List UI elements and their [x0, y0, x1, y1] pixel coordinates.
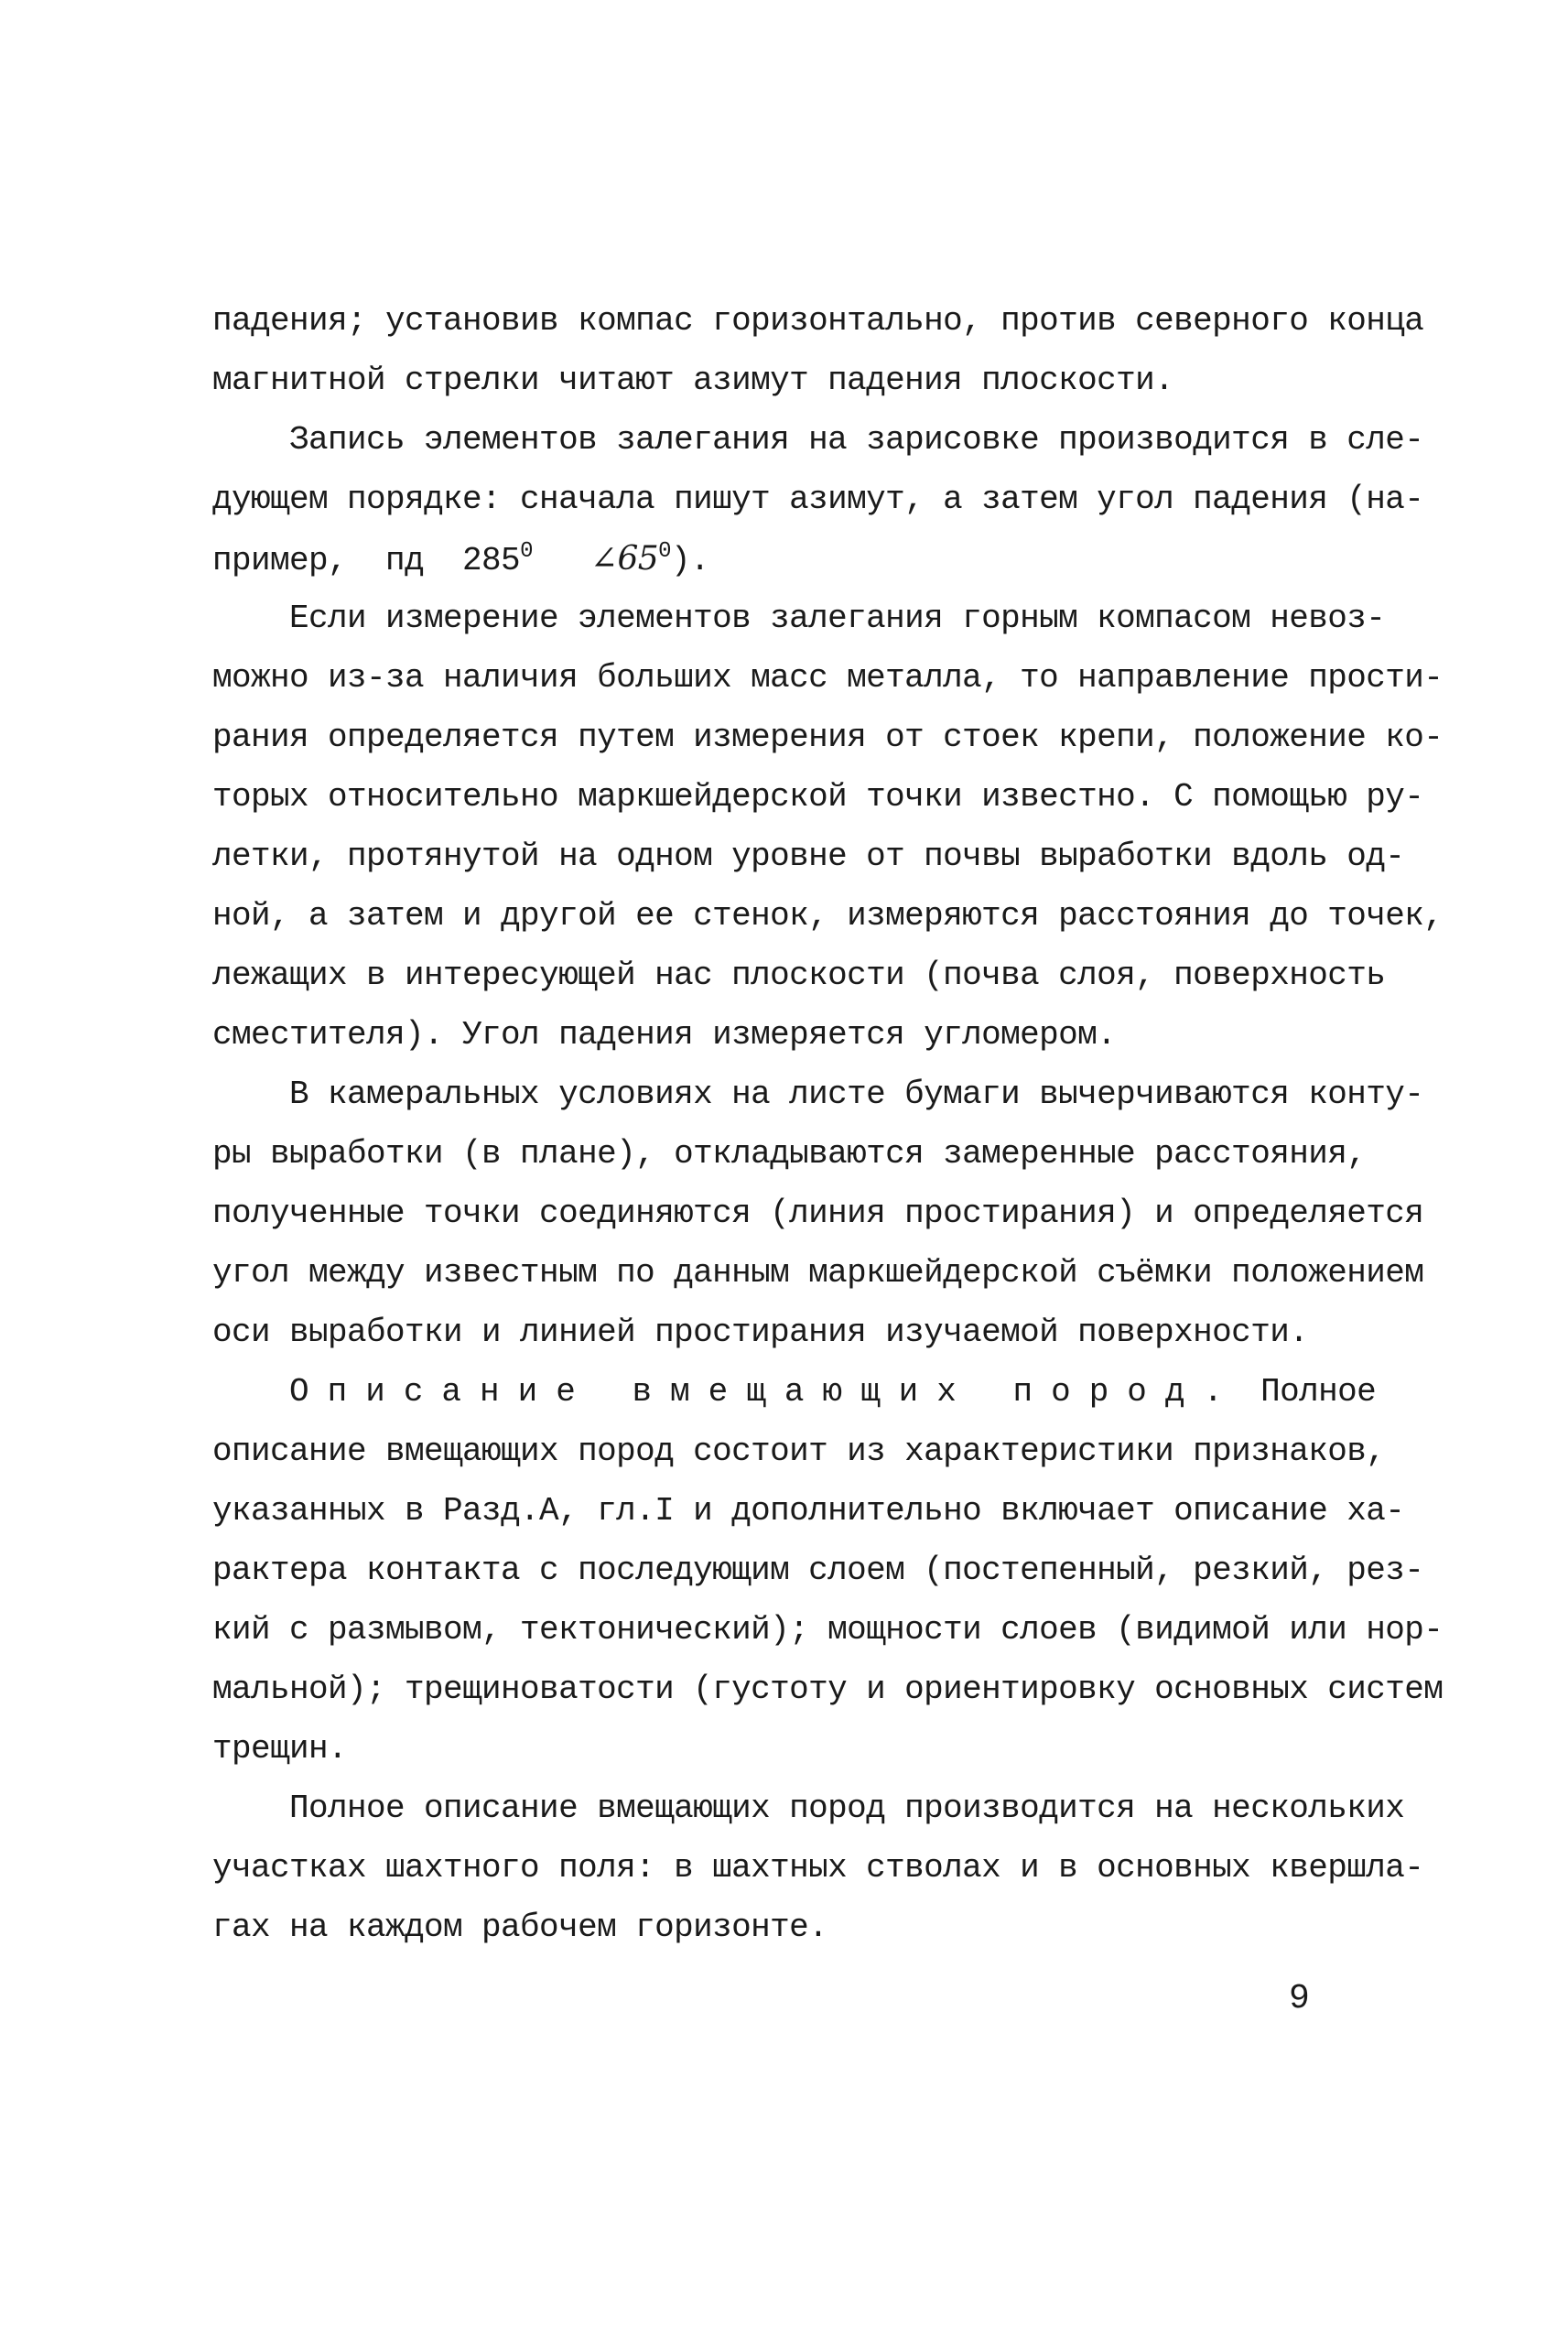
text-line: Если измерение элементов залегания горным компасом невоз-: [212, 600, 1386, 637]
heading-continuation: Полное: [1241, 1373, 1377, 1411]
text-line: рактера контакта с последующим слоем (постепенный, резкий, рез-: [212, 1552, 1424, 1589]
degree-mark: 0: [520, 539, 533, 564]
page-number: 9: [1289, 1979, 1310, 2018]
text-line: оси выработки и линией простирания изучаемой поверхности.: [212, 1314, 1309, 1351]
text-line: указанных в Разд.А, гл.I и дополнительно включает описание ха-: [212, 1492, 1405, 1530]
text-line: трещин.: [212, 1730, 348, 1768]
text-line: полученные точки соединяются (линия простирания) и определяется: [212, 1195, 1424, 1232]
body-text: [212, 291, 1444, 1957]
text-line: магнитной стрелки читают азимут падения плоскости.: [212, 362, 1174, 399]
text-line: торых относительно маркшейдерской точки известно. С помощью ру-: [212, 778, 1424, 816]
text-line: Полное описание вмещающих пород производится на нескольких: [212, 1790, 1405, 1827]
section-heading-line: [212, 1362, 1402, 1422]
text-line: летки, протянутой на одном уровне от почвы выработки вдоль од-: [212, 838, 1405, 875]
degree-mark: 0: [658, 539, 671, 564]
text-line: кий с размывом, тектонический); мощности слоев (видимой или нор-: [212, 1611, 1444, 1649]
text-line: дующем порядке: сначала пишут азимут, а затем угол падения (на-: [212, 481, 1424, 518]
angle-value: ∠65: [589, 540, 659, 578]
text-line: ры выработки (в плане), откладываются замеренные расстояния,: [212, 1135, 1367, 1173]
text-line: можно из-за наличия больших масс металла, то направление прости-: [212, 659, 1444, 697]
text-line: мальной); трещиноватости (густоту и ориентировку основных систем: [212, 1671, 1444, 1708]
text-line: рания определяется путем измерения от стоек крепи, положение ко-: [212, 719, 1444, 756]
text-line: лежащих в интересующей нас плоскости (почва слоя, поверхность: [212, 957, 1386, 994]
text-line: описание вмещающих пород состоит из характеристики признаков,: [212, 1433, 1386, 1470]
text-line: гах на каждом рабочем горизонте.: [212, 1909, 828, 1946]
text-line: ной, а затем и другой ее стенок, измеряются расстояния до точек,: [212, 897, 1444, 935]
example-line: [212, 529, 1402, 589]
section-heading: Описание вмещающих пород.: [289, 1373, 1242, 1411]
text-line: Запись элементов залегания на зарисовке производится в сле-: [212, 421, 1424, 459]
example-prefix: пример, пд 285: [212, 542, 521, 579]
text-line: угол между известным по данным маркшейдерской съёмки положением: [212, 1254, 1424, 1292]
example-suffix: ).: [670, 542, 709, 579]
text-line: В камеральных условиях на листе бумаги вычерчиваются конту-: [212, 1076, 1424, 1113]
text-line: сместителя). Угол падения измеряется угломером.: [212, 1016, 1117, 1054]
text-line: падения; установив компас горизонтально, против северного конца: [212, 302, 1424, 340]
text-line: участках шахтного поля: в шахтных стволах и в основных квершла-: [212, 1849, 1424, 1887]
